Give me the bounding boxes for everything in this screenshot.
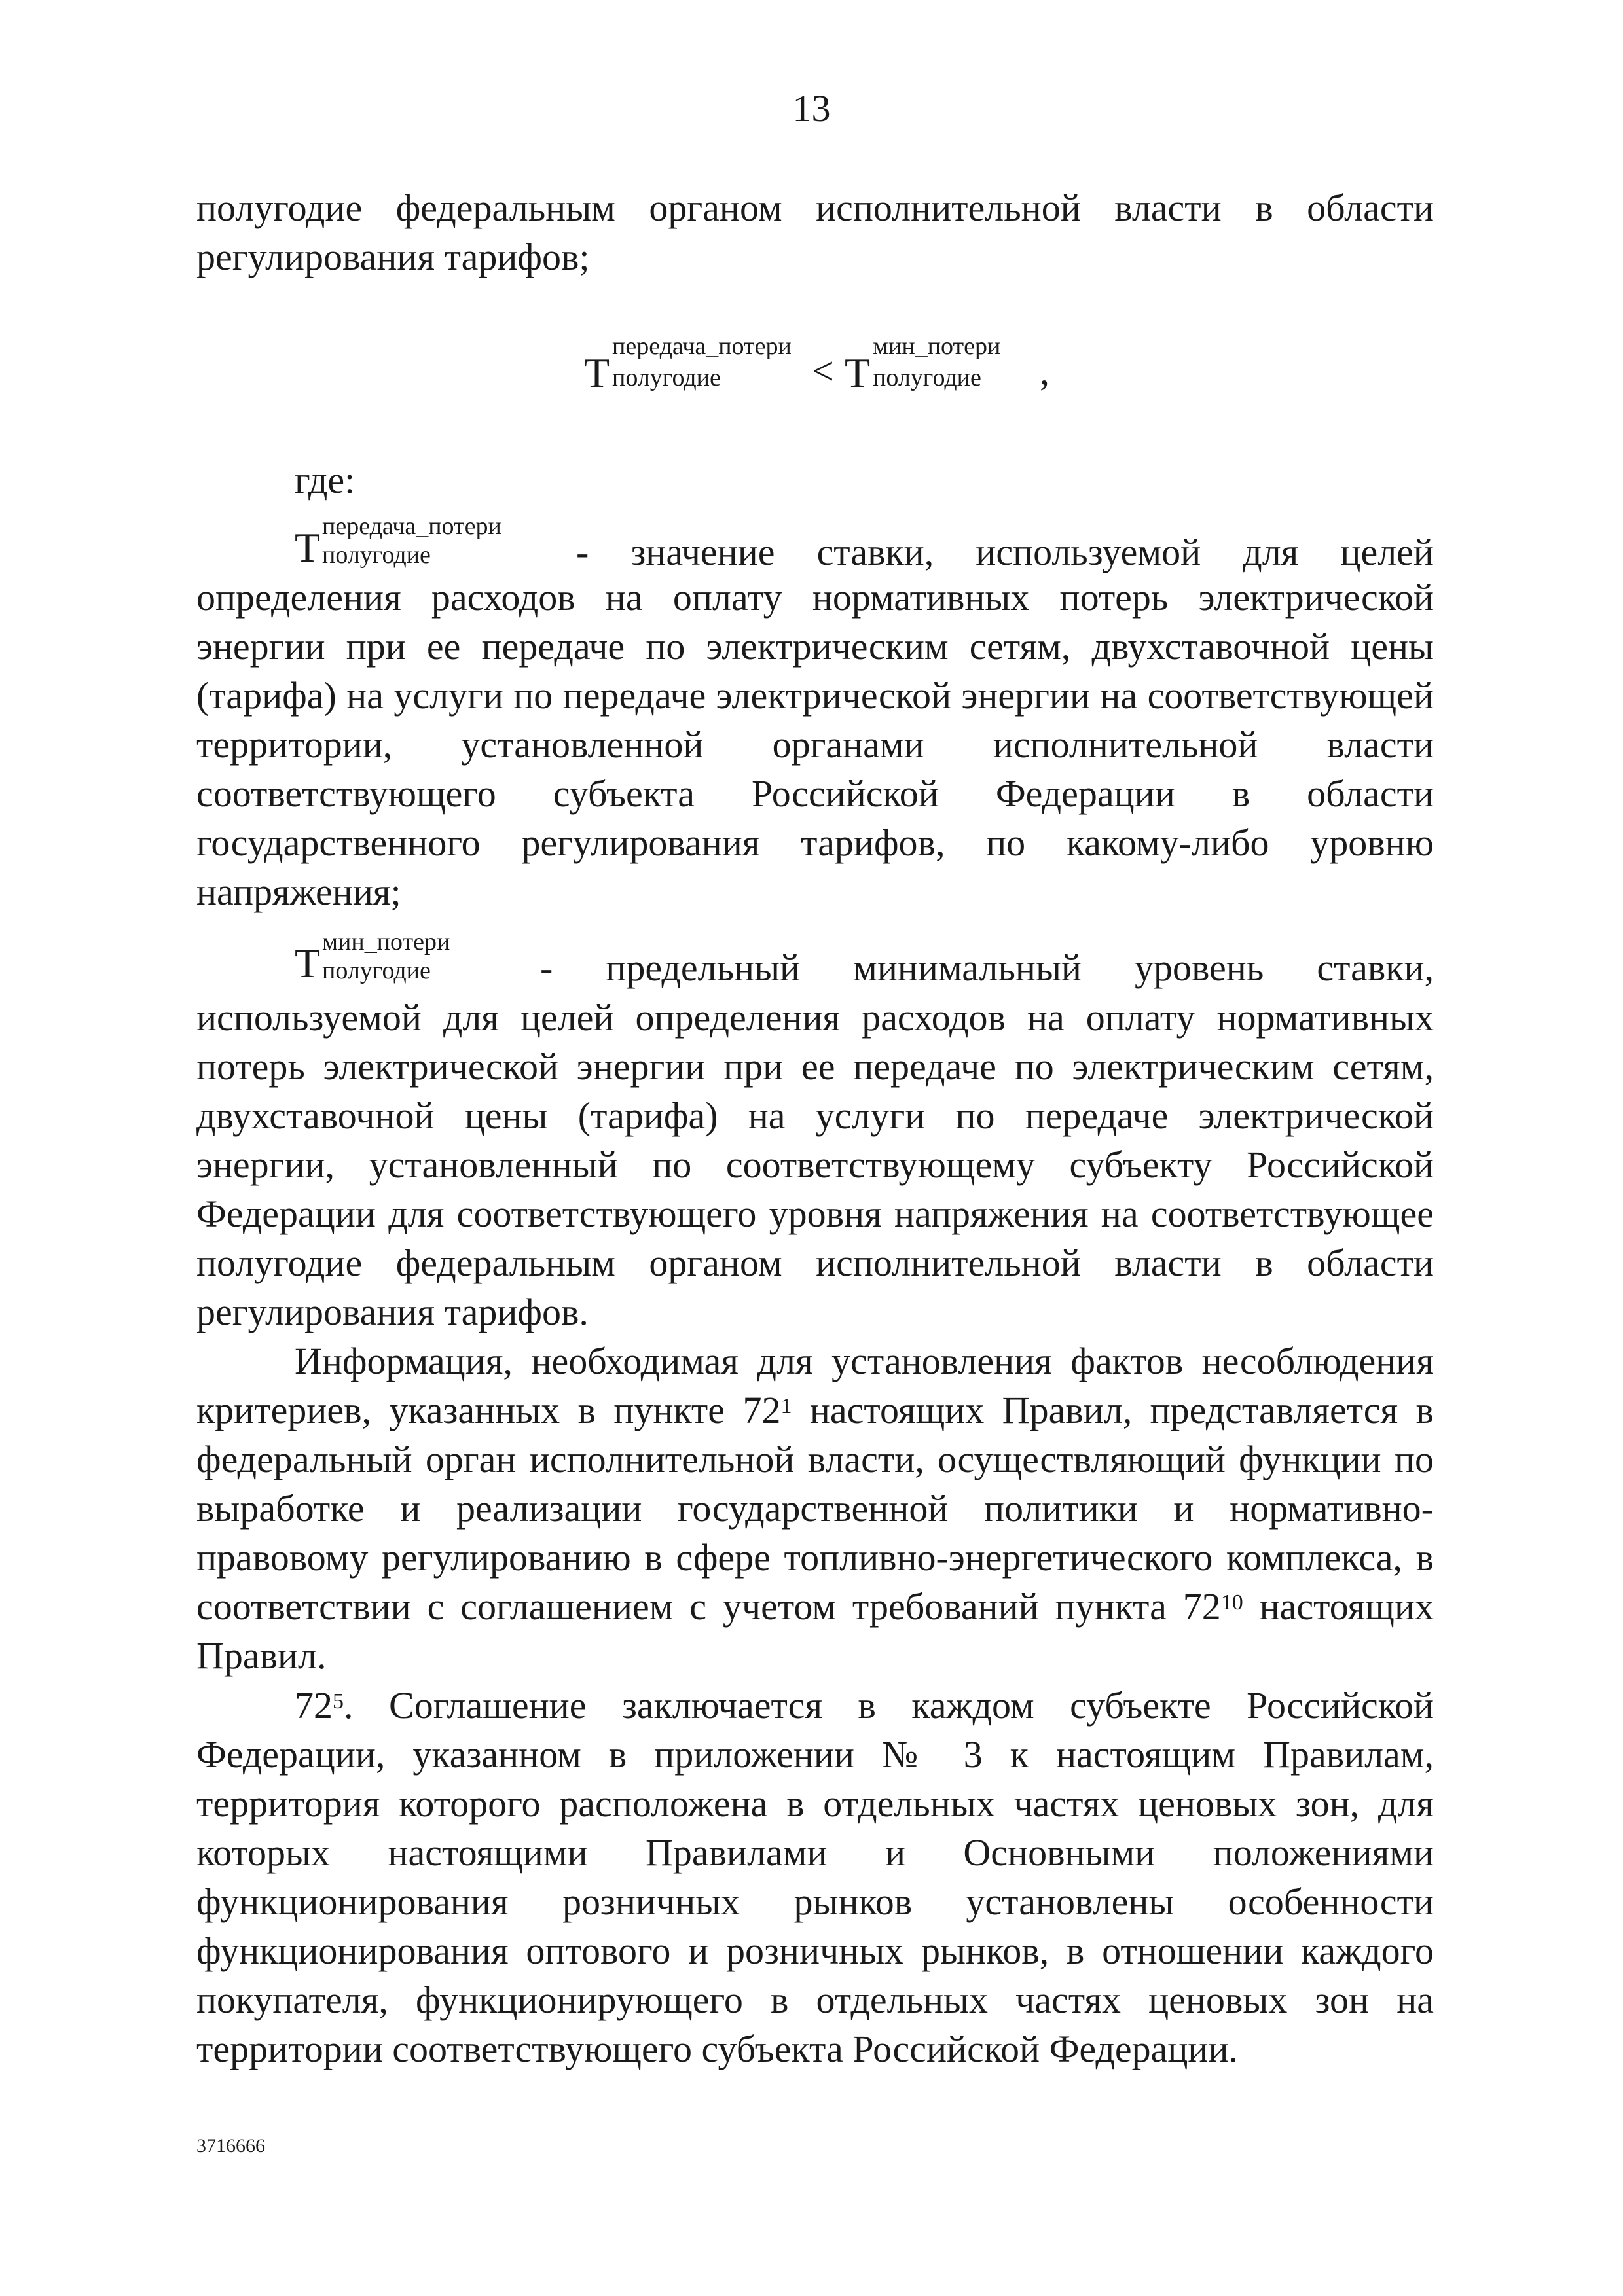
info-part1: Информация, необходимая для установления фактов несоблюдения критериев, указанных в пункте 72 <box>196 1340 1434 1431</box>
info-part3: настоящих Правил. <box>196 1585 1434 1677</box>
def1-word: значение <box>630 531 775 573</box>
def2-word: ставки, <box>1317 946 1434 989</box>
def2-word: - <box>540 946 553 989</box>
def1-text: определения расходов на оплату нормативных потерь электрической энергии при ее передаче по электрическим сетям, двухставочной цены (тарифа) на услуги по передаче электрической энергии на соответствующей территории, установленной органами исполнительной власти соответствующего субъекта Российской Федерации в области государственного регулирования тарифов, по какому-либо уровню напряжения; <box>196 576 1434 913</box>
formula-operator: < <box>812 350 834 393</box>
def2-first-line <box>540 946 1434 990</box>
formula-trailing: , <box>1040 350 1049 393</box>
info-paragraph-text <box>196 1336 1434 1680</box>
def2-symbol-base: Т <box>295 940 321 986</box>
def2-symbol-sup: мин_потери <box>322 928 450 956</box>
clause-text <box>196 1681 1434 2073</box>
info-sup1: 1 <box>780 1394 792 1418</box>
formula-right-sup: мин_потери <box>873 332 1001 360</box>
formula-right-base: Т <box>845 350 871 396</box>
formula-right-sub: полугодие <box>873 364 981 391</box>
paragraph-intro <box>196 183 1434 281</box>
formula <box>0 324 1623 409</box>
formula-left-sub: полугодие <box>612 364 721 391</box>
info-sup2: 10 <box>1220 1590 1243 1615</box>
def1-word: - <box>576 531 589 573</box>
where-label: где: <box>295 459 356 501</box>
def1-word: целей <box>1340 531 1434 573</box>
def2-symbol-sub: полугодие <box>322 957 431 984</box>
clause-number: 72 <box>295 1684 333 1727</box>
clause-number-sup: 5 <box>333 1689 344 1713</box>
def2-text: используемой для целей определения расходов на оплату нормативных потерь электрической энергии при ее передаче по электрическим сетям, двухставочной цены (тарифа) на услуги по передаче электрической энергии, установленный по соответствующему субъекту Российской Федерации для соответствующего уровня напряжения на соответствующее полугодие федеральным органом исполнительной власти в области регулирования тарифов. <box>196 996 1434 1333</box>
paragraph-intro-text: полугодие федеральным органом исполнительной власти в области регулирования тарифов; <box>196 187 1434 278</box>
info-paragraph <box>196 1336 1434 1680</box>
definition-2-header <box>196 920 1434 989</box>
page-number: 13 <box>792 87 831 130</box>
def2-word: уровень <box>1135 946 1264 989</box>
definition-1-header <box>196 504 1434 573</box>
def1-symbol-base: Т <box>295 524 321 571</box>
def1-word: для <box>1243 531 1299 573</box>
def1-first-line <box>576 530 1434 574</box>
def1-symbol-sup: передача_потери <box>322 512 501 540</box>
def1-word: ставки, <box>816 531 934 573</box>
info-part2: настоящих Правил, представляется в федеральный орган исполнительной власти, осуществляющий функции по выработке и реализации государственной политики и нормативно-правовому регулированию в сфере топливно-энергетического комплекса, в соответствии с соглашением с учетом требований пункта 72 <box>196 1389 1434 1628</box>
def2-word: минимальный <box>853 946 1082 989</box>
formula-left-base: Т <box>584 350 610 396</box>
def1-symbol-sub: полугодие <box>322 541 431 569</box>
footer-code: 3716666 <box>196 2135 265 2157</box>
clause-72-5 <box>196 1681 1434 2073</box>
definition-2-body <box>196 993 1434 1336</box>
def1-word: используемой <box>976 531 1201 573</box>
clause-body: . Соглашение заключается в каждом субъекте Российской Федерации, указанном в приложении № 3 к настоящим Правилам, территория которого расположена в отдельных частях ценовых зон, для которых настоящими Правилами и Основными положениями функционирования розничных рынков установлены особенности функционирования оптового и розничных рынков, в отношении каждого покупателя, функционирующего в отдельных частях ценовых зон на территории соответствующего субъекта Российской Федерации. <box>196 1684 1434 2070</box>
formula-left-sup: передача_потери <box>612 332 792 360</box>
definition-1-body <box>196 573 1434 916</box>
def2-word: предельный <box>606 946 801 989</box>
